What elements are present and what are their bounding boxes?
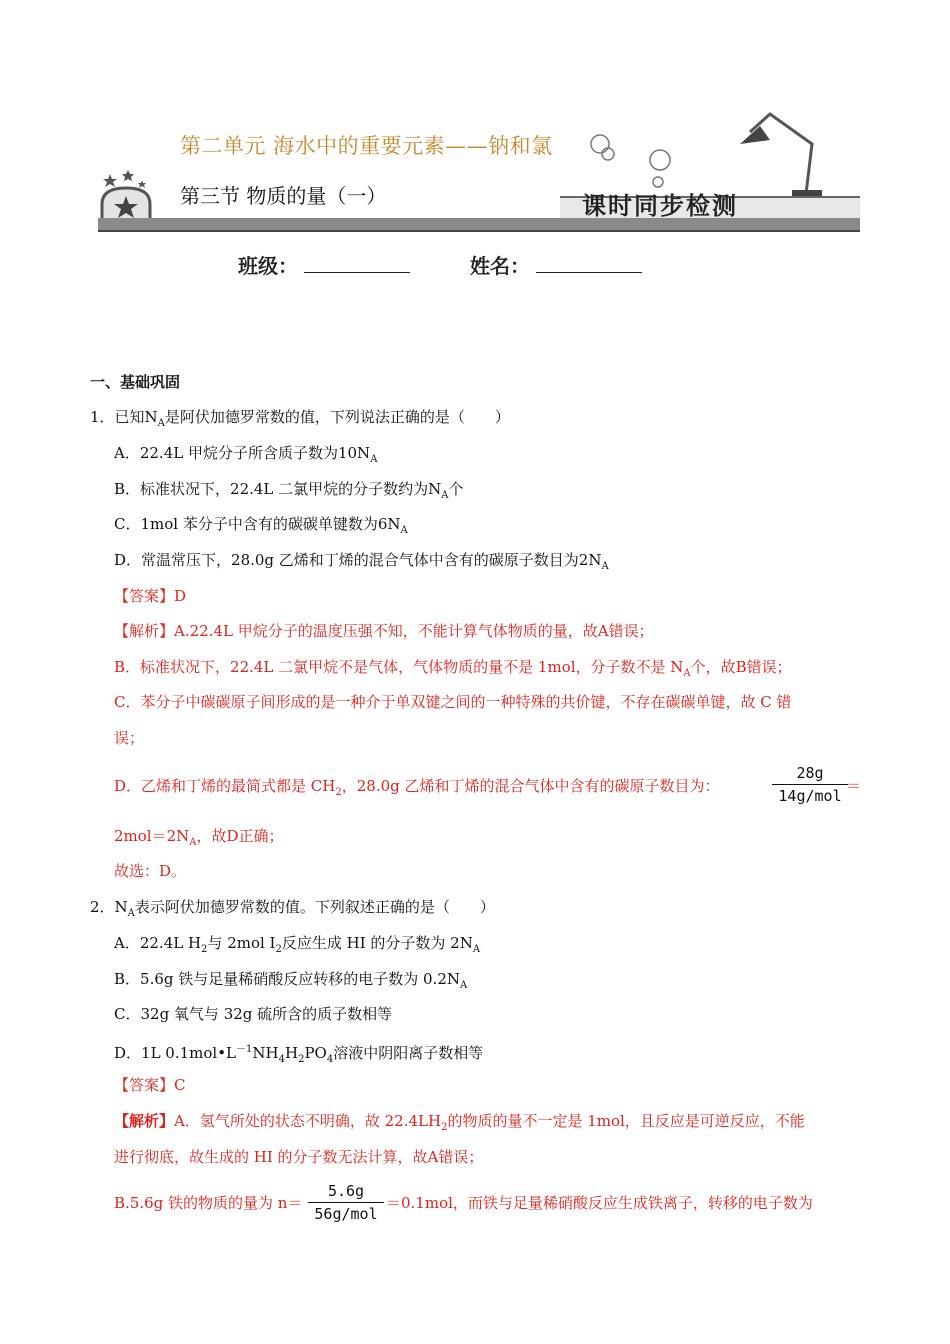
banner-divider (98, 230, 860, 232)
fraction-28g: 28g 14g/mol (772, 764, 848, 805)
name-field (470, 250, 642, 279)
q1-analysis-d2: $2mol=2N_A$，故D正确； (114, 827, 284, 848)
q2-analysis-b2: ＝0.1mol，而铁与足量稀硝酸反应生成铁离子，转移的电子数为 (386, 1194, 813, 1212)
q2-analysis-a1: 【解析】A．氢气所处的状态不明确，故 $22.4LH_2$的物质的量不一定是 1mol，且反应是可逆反应，不能 (114, 1112, 805, 1133)
header-banner (0, 0, 950, 240)
class-field (238, 250, 410, 279)
q1-option-c: C．1mol 苯分子中含有的碳碳单键数为$6N_A$ (114, 515, 408, 536)
q1-option-d: D．常温常压下，28.0g 乙烯和丁烯的混合气体中含有的碳原子数目为$2N_A$ (114, 551, 609, 572)
q2-option-a: A．22.4L $H_2$与 2mol $I_2$反应生成 HI 的分子数为 $2N_A$ (114, 934, 481, 955)
q2-answer: 【答案】C (114, 1076, 186, 1094)
q1-option-a: A．22.4L 甲烷分子所含质子数为$10N_A$ (114, 444, 378, 465)
q2-stem: 2．$N_A$表示阿伏加德罗常数的值。下列叙述正确的是（ ） (90, 898, 495, 919)
fraction-5-6g: 5.6g 56g/mol (308, 1182, 384, 1223)
class-blank[interactable] (304, 256, 410, 273)
q2-option-d: D．1L $0.1mol•L^{-1}NH_4H_2PO_4$溶液中阴阳离子数相等 (114, 1044, 484, 1065)
q1-stem: 1．已知$N_A$是阿伏加德罗常数的值，下列说法正确的是（ ） (90, 408, 510, 429)
q1-analysis-c2: 误； (114, 729, 145, 747)
q1-analysis-a: 【解析】A.22.4L 甲烷分子的温度压强不知，不能计算气体物质的量，故A错误； (114, 622, 654, 640)
q1-analysis-d1: D．乙烯和丁烯的最简式都是 $CH_2$，28.0g 乙烯和丁烯的混合气体中含有的碳原子数目为： (114, 777, 720, 798)
banner-bar (98, 218, 860, 230)
brand-title: 课时同步检测 (582, 191, 738, 220)
name-label: 姓名： (470, 254, 530, 278)
q1-choose: 故选：D。 (114, 862, 187, 880)
q2-analysis-b1: B.5.6g 铁的物质的量为 n＝ (114, 1194, 303, 1212)
q1-analysis-b: B．标准状况下，22.4L 二氯甲烷不是气体，气体物质的量不是 1mol，分子数不是 $N_A$个，故B错误； (114, 658, 792, 679)
equals-sign: ＝ (846, 777, 862, 795)
q2-analysis-a2: 进行彻底，故生成的 HI 的分子数无法计算，故A错误； (114, 1148, 484, 1166)
q2-option-c: C．32g 氧气与 32g 硫所含的质子数相等 (114, 1005, 393, 1023)
unit-title: 第二单元 海水中的重要元素——钠和氯 (180, 134, 553, 158)
q1-analysis-c1: C．苯分子中碳碳原子间形成的是一种介于单双键之间的一种特殊的共价键，不存在碳碳单键，故 C 错 (114, 693, 792, 711)
q1-option-b: B．标准状况下，22.4L 二氯甲烷的分子数约为$N_A$个 (114, 480, 464, 501)
name-blank[interactable] (536, 256, 642, 273)
section-title: 第三节 物质的量（一） (180, 184, 387, 208)
q2-option-b: B．5.6g 铁与足量稀硝酸反应转移的电子数为 $0.2N_A$ (114, 970, 468, 991)
part-heading: 一、基础巩固 (90, 373, 181, 391)
class-label: 班级： (238, 254, 298, 278)
q1-answer: 【答案】D (114, 587, 187, 605)
